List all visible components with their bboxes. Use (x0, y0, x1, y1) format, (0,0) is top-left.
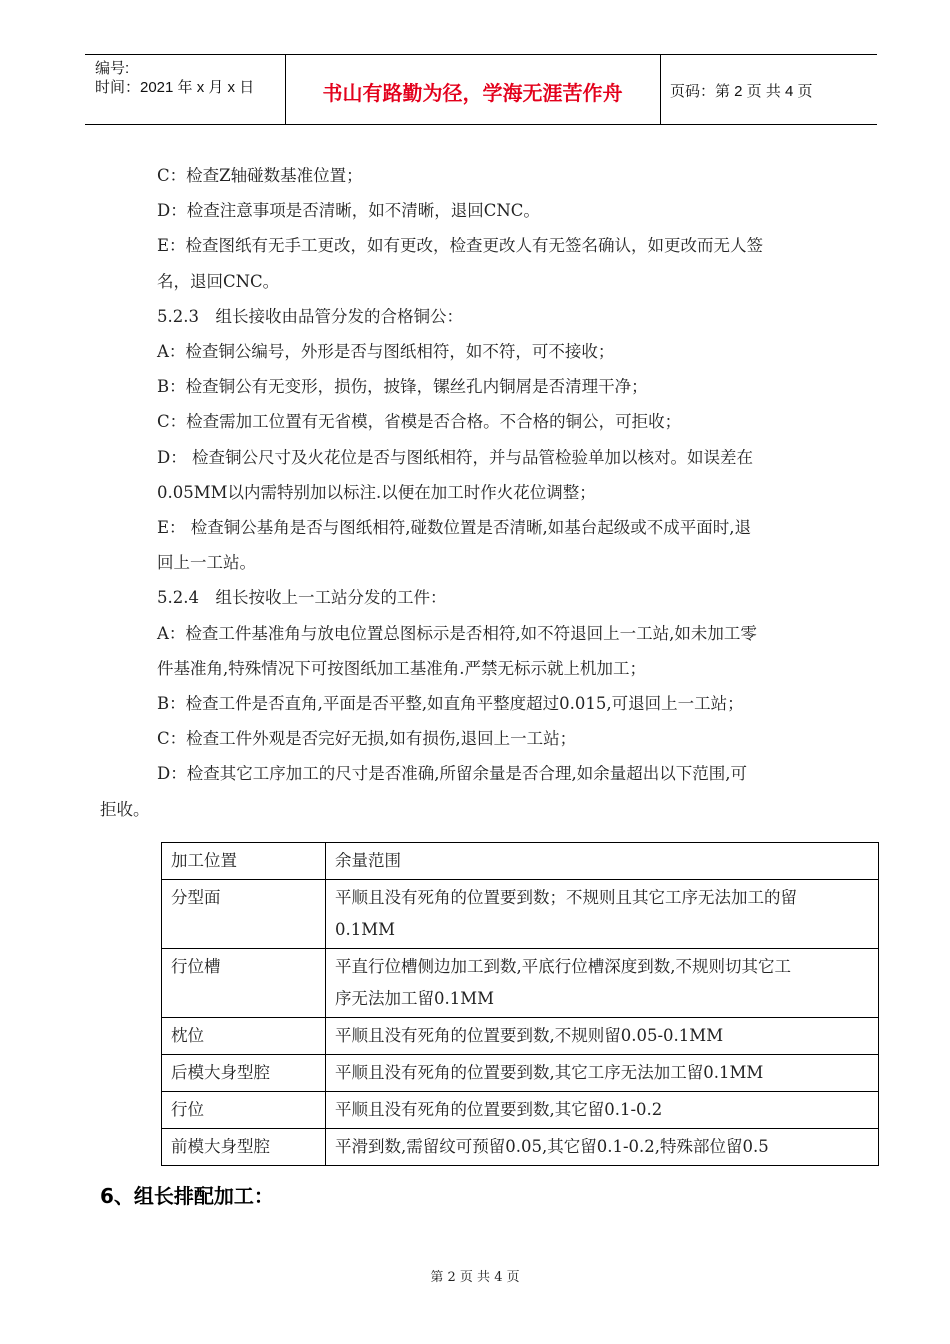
table-row (162, 1018, 879, 1055)
document-number-label: 编号: (95, 60, 130, 77)
table-cell-position: 后模大身型腔 (162, 1055, 326, 1092)
body-line: E： 检查铜公基角是否与图纸相符,碰数位置是否清晰,如基台起级或不成平面时,退 (157, 518, 752, 538)
table-cell-range: 平顺且没有死角的位置要到数,不规则留0.05-0.1MM (326, 1018, 879, 1055)
section-heading-5-2-4: 5.2.4 组长按收上一工站分发的工件： (157, 588, 447, 608)
allowance-table (161, 842, 879, 1166)
body-line: C：检查需加工位置有无省模，省模是否合格。不合格的铜公，可拒收； (157, 412, 682, 432)
table-cell-range: 平顺且没有死角的位置要到数,其它留0.1-0.2 (326, 1092, 879, 1129)
body-line: D：检查注意事项是否清晰，如不清晰，退回CNC。 (157, 201, 540, 221)
body-line: C：检查Z轴碰数基准位置； (157, 166, 363, 185)
table-cell-range (326, 880, 879, 949)
page-footer: 第 2 页 共 4 页 (430, 1270, 520, 1285)
body-line: 件基准角,特殊情况下可按图纸加工基准角.严禁无标示就上机加工； (157, 658, 646, 678)
header-page-info: 页码：第 2 页 共 4 页 (670, 83, 813, 100)
body-line: B：检查铜公有无变形，损伤，披锋，镙丝孔内铜屑是否清理干净； (157, 377, 648, 397)
table-cell-line: 0.1MM (335, 920, 396, 939)
table-cell-range: 平顺且没有死角的位置要到数,其它工序无法加工留0.1MM (326, 1055, 879, 1092)
table-row (162, 1129, 879, 1166)
table-header-cell: 加工位置 (162, 843, 326, 880)
body-line: A：检查工件基准角与放电位置总图标示是否相符,如不符退回上一工站,如未加工零 (157, 623, 757, 643)
body-line: D： 检查铜公尺寸及火花位是否与图纸相符，并与品管检验单加以核对。如误差在 (157, 447, 753, 467)
table-cell-line: 平顺且没有死角的位置要到数；不规则且其它工序无法加工的留 (335, 888, 797, 907)
body-line: 0.05MM以内需特别加以标注.以便在加工时作火花位调整； (157, 482, 596, 502)
body-line: D：检查其它工序加工的尺寸是否准确,所留余量是否合理,如余量超出以下范围,可 (157, 764, 747, 784)
header-divider-right (660, 55, 661, 124)
table-row (162, 949, 879, 1018)
body-line: E：检查图纸有无手工更改，如有更改，检查更改人有无签名确认，如更改而无人签 (157, 236, 764, 256)
table-cell-position: 行位 (162, 1092, 326, 1129)
table-row (162, 880, 879, 949)
table-cell-line: 序无法加工留0.1MM (335, 989, 495, 1008)
page-header (85, 54, 877, 125)
section-heading-6: 6、组长排配加工： (100, 1184, 274, 1208)
body-line: B：检查工件是否直角,平面是否平整,如直角平整度超过0.015,可退回上一工站； (157, 694, 744, 714)
body-line: C：检查工件外观是否完好无损,如有损伤,退回上一工站； (157, 729, 577, 749)
table-header-cell: 余量范围 (326, 843, 879, 880)
body-text (100, 158, 867, 827)
table-row (162, 1092, 879, 1129)
table-cell-line: 平直行位槽侧边加工到数,平底行位槽深度到数,不规则切其它工 (335, 957, 791, 976)
table-cell-position: 枕位 (162, 1018, 326, 1055)
table-row (162, 1055, 879, 1092)
body-line: A：检查铜公编号，外形是否与图纸相符，如不符，可不接收； (157, 342, 615, 362)
body-line: 回上一工站。 (157, 553, 256, 573)
body-line: 名，退回CNC。 (157, 271, 280, 291)
table-cell-range: 平滑到数,需留纹可预留0.05,其它留0.1-0.2,特殊部位留0.5 (326, 1129, 879, 1166)
document-time-label: 时间：2021 年 x 月 x 日 (95, 79, 255, 96)
table-header-row (162, 843, 879, 880)
table-cell-position: 行位槽 (162, 949, 326, 1018)
header-motto: 书山有路勤为径，学海无涯苦作舟 (322, 83, 623, 105)
table-cell-range (326, 949, 879, 1018)
body-line: 拒收。 (100, 799, 150, 819)
table-cell-position: 前模大身型腔 (162, 1129, 326, 1166)
section-heading-5-2-3: 5.2.3 组长接收由品管分发的合格铜公： (157, 306, 463, 326)
header-meta (95, 59, 254, 97)
table-cell-position: 分型面 (162, 880, 326, 949)
